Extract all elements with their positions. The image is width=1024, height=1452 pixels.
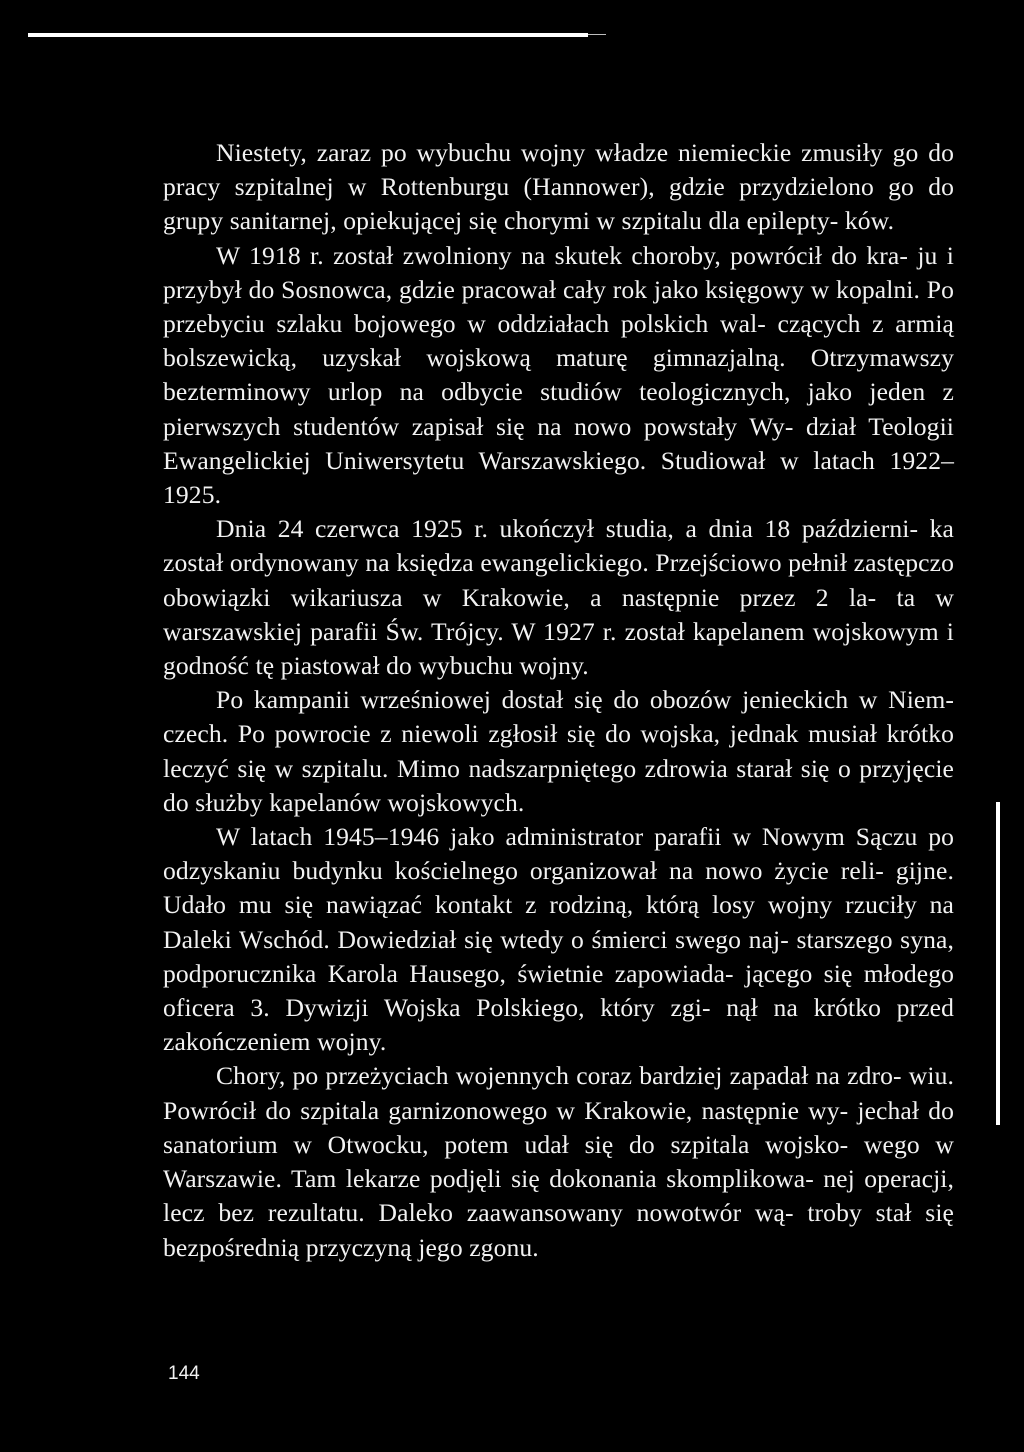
paragraph: Niestety, zaraz po wybuchu wojny władze niemieckie zmusiły go do pracy szpitalnej w Rottenburgu (Hannower), gdzie przydzielono go do grupy sanitarnej, opiekującej się chorymi w szpitalu dla epilepty- ków.: [163, 138, 954, 236]
paragraph: Po kampanii wrześniowej dostał się do obozów jenieckich w Niem- czech. Po powrocie z niewoli zgłosił się do wojska, jednak musiał krótko leczyć się w szpitalu. Mimo nadszarpniętego zdrowia starał się o przyjęcie do służby kapelanów wojskowych.: [163, 685, 954, 817]
paragraph: Chory, po przeżyciach wojennych coraz bardziej zapadał na zdro- wiu. Powrócił do szpitala garnizonowego w Krakowie, następnie wy- jechał do sanatorium w Otwocku, potem udał się do szpitala wojsko- wego w Warszawie. Tam lekarze podjęli się dokonania skomplikowa- nej operacji, lecz bez rezultatu. Daleko zaawansowany nowotwór wą- troby stał się bezpośrednią przyczyną jego zgonu.: [163, 1061, 954, 1262]
page-number: 144: [168, 1363, 200, 1384]
paragraph: W latach 1945–1946 jako administrator parafii w Nowym Sączu po odzyskaniu budynku kościelnego organizował na nowo życie reli- gijne. Udało mu się nawiązać kontakt z rodziną, którą losy wojny rzuciły na Daleki Wschód. Dowiedział się wtedy o śmierci swego naj- starszego syna, podporucznika Karola Hausego, świetnie zapowiada- jącego się młodego oficera 3. Dywizji Wojska Polskiego, który zgi- nął na krótko przed zakończeniem wojny.: [163, 822, 954, 1057]
paragraph: W 1918 r. został zwolniony na skutek choroby, powrócił do kra- ju i przybył do Sosnowca, gdzie pracował cały rok jako księgowy w kopalni. Po przebyciu szlaku bojowego w oddziałach polskich wal- czących z armią bolszewicką, uzyskał wojskową maturę gimnazjalną. Otrzymawszy bezterminowy urlop na odbycie studiów teologicznych, jako jeden z pierwszych studentów zapisał się na nowo powstały Wy- dział Teologii Ewangelickiej Uniwersytetu Warszawskiego. Studiował w latach 1922–1925.: [163, 240, 954, 510]
body-text: [163, 136, 954, 1265]
paragraph: Dnia 24 czerwca 1925 r. ukończył studia, a dnia 18 październi- ka został ordynowany na księdza ewangelickiego. Przejściowo pełnił zastępczo obowiązki wikariusza w Krakowie, a następnie przez 2 la- ta w warszawskiej parafii Św. Trójcy. W 1927 r. został kapelanem wojskowym i godność tę piastował do wybuchu wojny.: [163, 514, 954, 681]
scan-edge-artifact: [0, 30, 1024, 44]
scan-edge-bar-tail: [588, 34, 606, 35]
scan-edge-bar: [28, 33, 588, 37]
margin-rule: [996, 802, 1000, 1125]
